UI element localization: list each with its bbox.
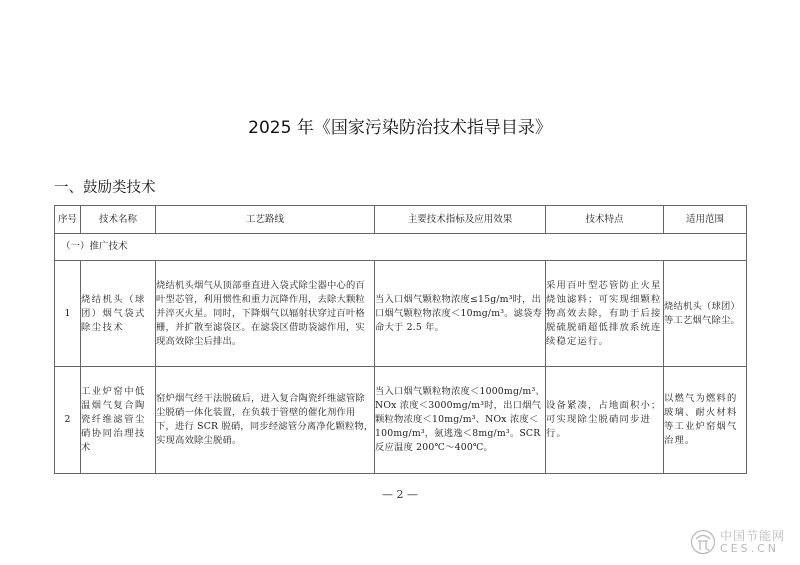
section-heading: 一、鼓励类技术	[54, 180, 156, 196]
row-index: 1	[55, 261, 81, 367]
row-indicators: 当入口烟气颗粒物浓度≤15g/m³时，出口烟气颗粒物浓度＜10mg/m³。滤袋寿命大于 2.5 年。	[375, 261, 546, 367]
row-process: 窑炉烟气经干法脱硫后，进入复合陶瓷纤维滤管除尘脱硝一体化装置，在负载于管壁的催化剂作用下，进行 SCR 脱硝，同步经滤管分离净化颗粒物，实现高效除尘脱硝。	[156, 367, 375, 474]
row-indicators: 当入口烟气颗粒物浓度＜1000mg/m³、NOx 浓度＜3000mg/m³时，出口烟气颗粒物浓度＜10mg/m³、NOx 浓度＜100mg/m³，氨逃逸＜8mg/m³。SCR 反应温度 200℃～400℃。	[375, 367, 546, 474]
page-number: — 2 —	[382, 488, 418, 501]
header-indicators: 主要技术指标及应用效果	[375, 206, 546, 234]
table-header-row	[55, 206, 747, 234]
watermark-en: CES.CN	[720, 542, 780, 555]
table-row	[55, 261, 747, 367]
header-tech-name: 技术名称	[81, 206, 156, 234]
document-title: 2025 年《国家污染防治技术指导目录》	[248, 118, 552, 138]
row-index: 2	[55, 367, 81, 474]
subsection-label: （一）推广技术	[55, 234, 747, 261]
header-scope: 适用范围	[664, 206, 747, 234]
watermark	[690, 525, 800, 559]
row-process: 烧结机头烟气从顶部垂直进入袋式除尘器中心的百叶型芯管，利用惯性和重力沉降作用，去除大颗粒并淬灭火星。同时，下降烟气以辐射状穿过百叶格栅，并扩散至滤袋区。在滤袋区借助袋滤作用，实现高效除尘后排出。	[156, 261, 375, 367]
row-tech-name: 烧结机头（球团）烟气袋式除尘技术	[81, 261, 156, 367]
header-features: 技术特点	[546, 206, 664, 234]
watermark-cn: 中国节能网	[720, 529, 786, 543]
row-features: 设备紧凑，占地面积小；可实现除尘脱硝同步进行。	[546, 367, 664, 474]
row-features: 采用百叶型芯管防止火星烧蚀滤料；可实现细颗粒物高效去除，有助于后接脱硫脱硝超低排放系统连续稳定运行。	[546, 261, 664, 367]
ces-logo-icon	[690, 529, 716, 555]
header-process: 工艺路线	[156, 206, 375, 234]
row-tech-name: 工业炉窑中低温烟气复合陶瓷纤维滤管尘硝协同治理技术	[81, 367, 156, 474]
table-row	[55, 367, 747, 474]
row-scope: 烧结机头（球团）等工艺烟气除尘。	[664, 261, 747, 367]
subsection-row	[55, 234, 747, 261]
technology-table	[54, 205, 747, 474]
header-index: 序号	[55, 206, 81, 234]
row-scope: 以燃气为燃料的玻璃、耐火材料等工业炉窑烟气治理。	[664, 367, 747, 474]
